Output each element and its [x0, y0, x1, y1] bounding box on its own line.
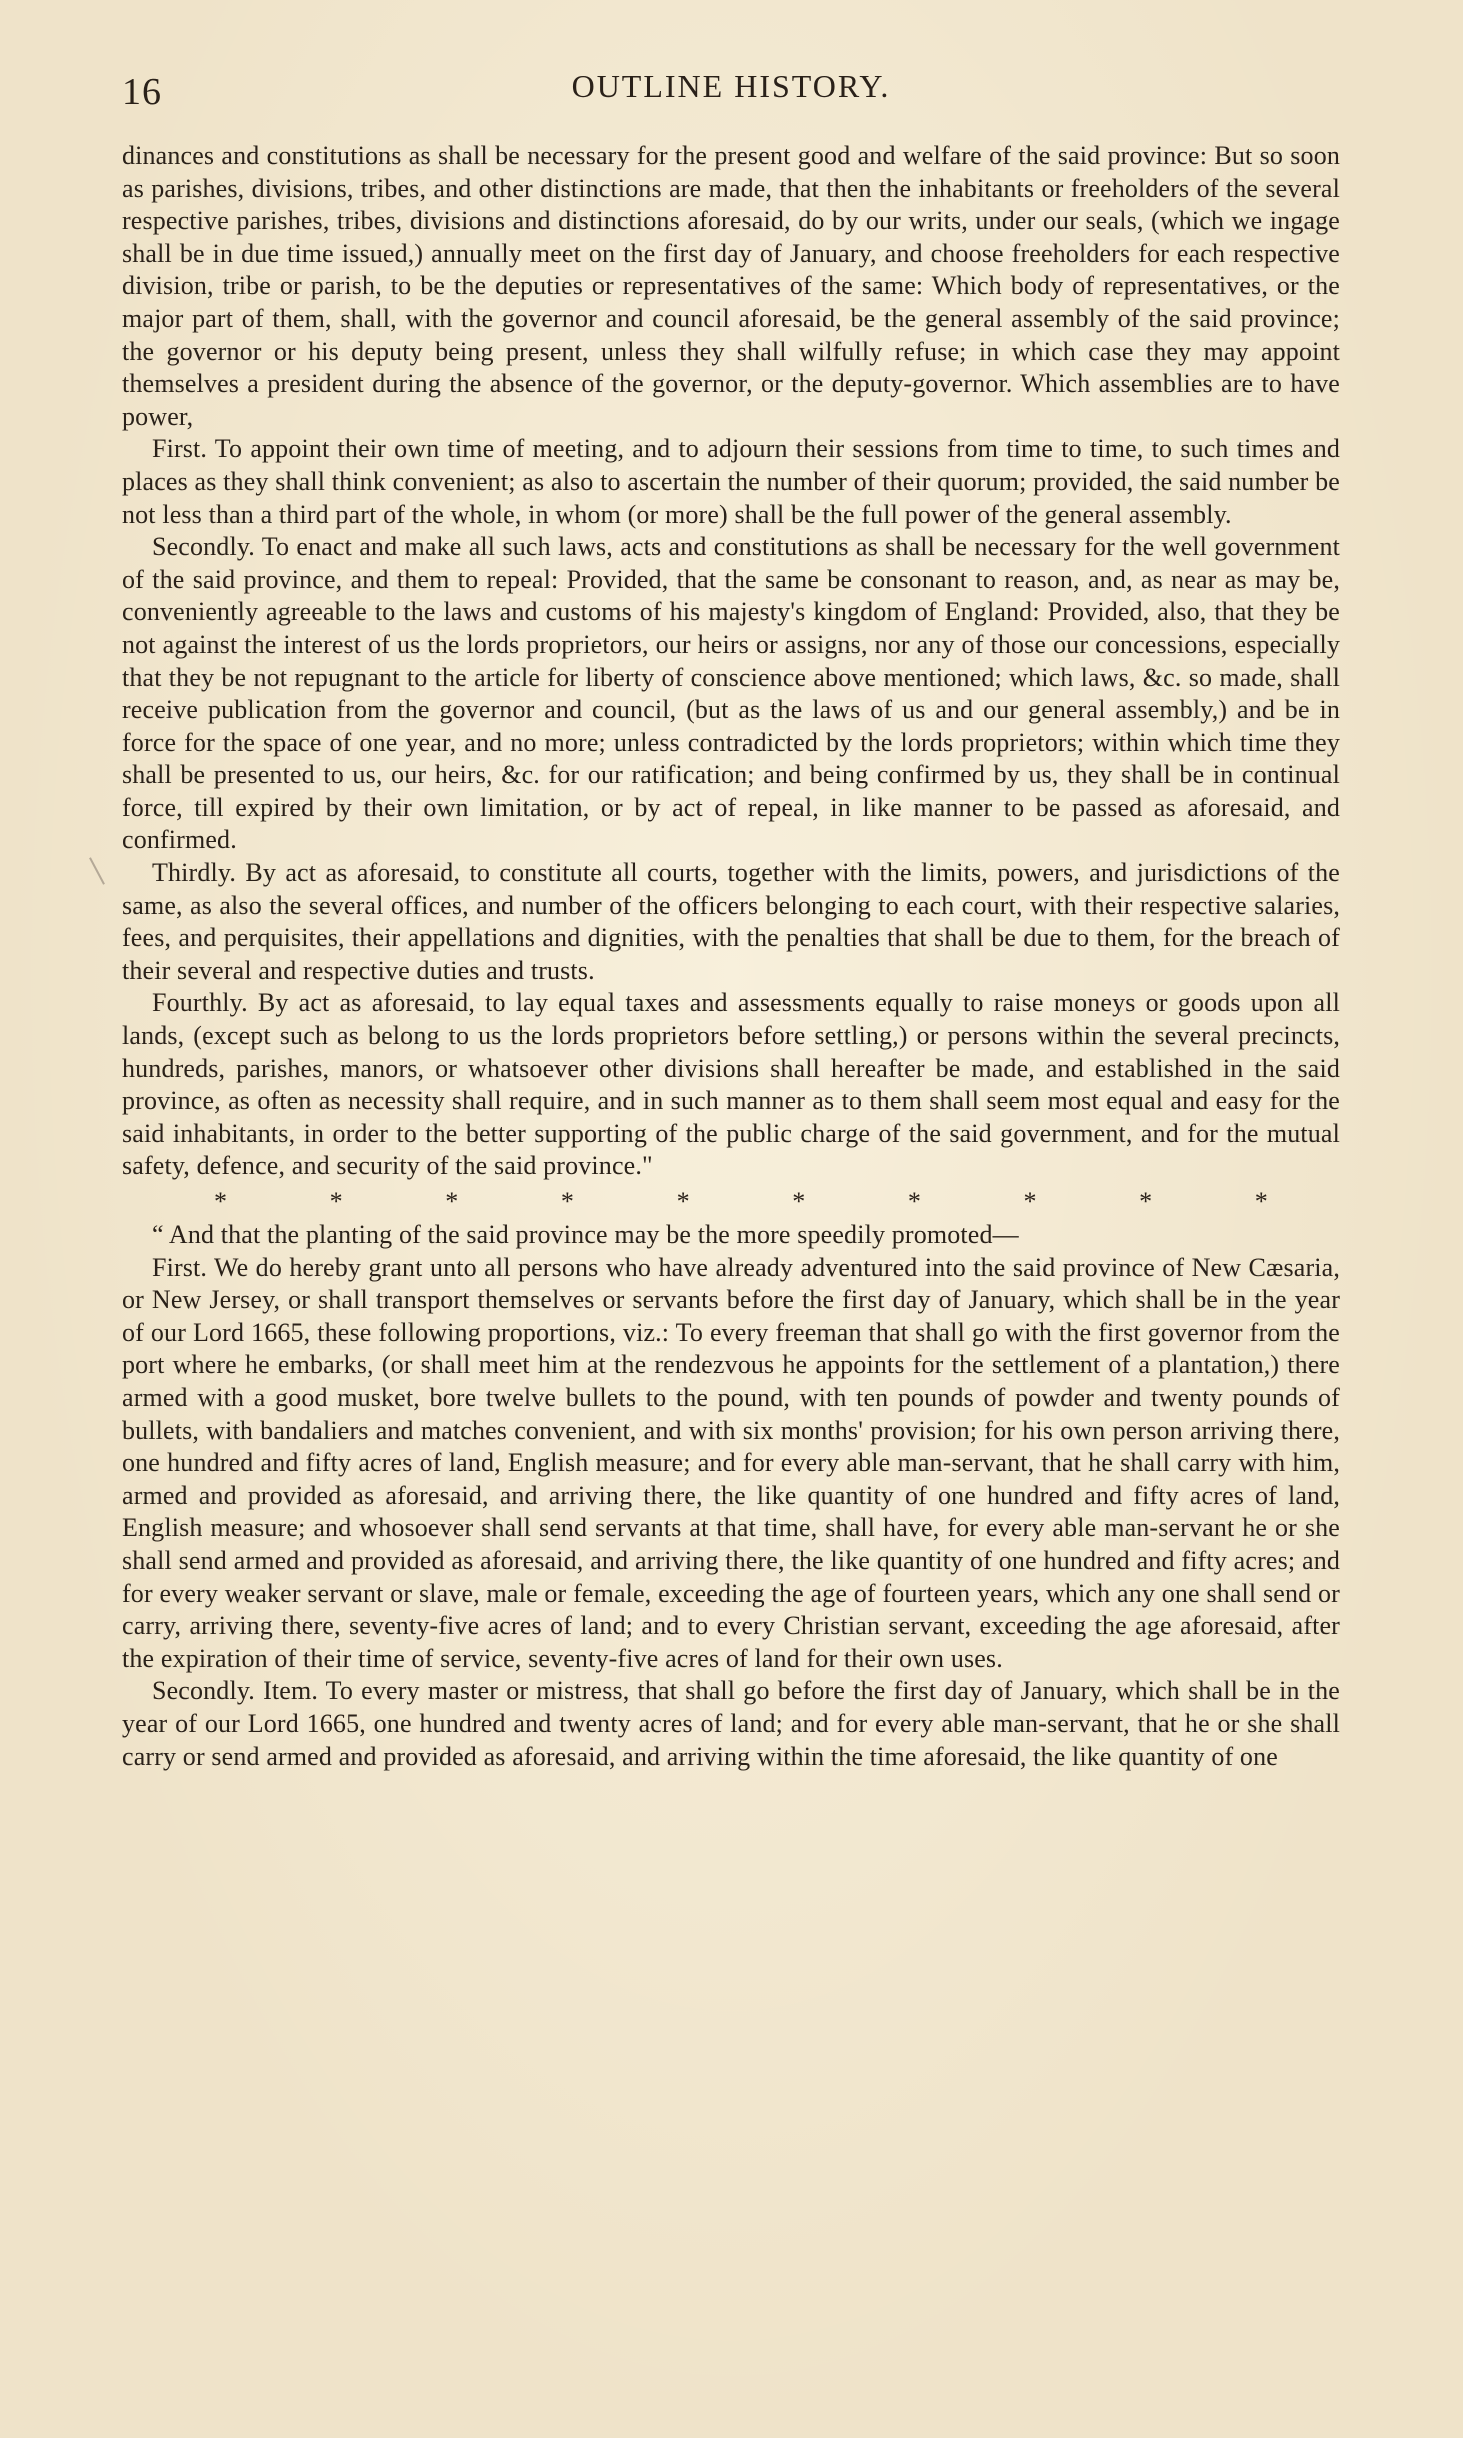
separator-star: *: [445, 1187, 459, 1216]
paragraph-fourthly: Fourthly. By act as aforesaid, to lay equal taxes and assessments equally to raise moneys or goods upon all lands, (except such as belong to us the lords proprietors before settling,) or persons within the several precincts, hundreds, parishes, manors, or whatsoever other divisions shall hereafter be made, and established in the said province, as often as necessity shall require, and in such manner as to them shall seem most equal and easy for the said inhabitants, in order to the better supporting of the public charge of the said government, and for the mutual safety, defence, and security of the said province.": [122, 988, 1340, 1181]
paragraph-first: First. To appoint their own time of meeting, and to adjourn their sessions from time to time, to such times and places as they shall think convenient; as also to ascertain the number of their quorum; provided, the said number be not less than a third part of the whole, in whom (or more) shall be the full power of the general assembly.: [122, 434, 1340, 529]
page-header: [122, 64, 1340, 124]
separator-star: *: [1139, 1187, 1153, 1216]
margin-mark: [89, 857, 105, 884]
separator-star: *: [1023, 1187, 1037, 1216]
paragraph-secondly: Secondly. To enact and make all such laws, acts and constitutions as shall be necessary for the well government of the said province, and them to repeal: Provided, that the same be consonant to reason, and, as near as may be, conveniently agreeable to the laws and customs of his majesty's kingdom of England: Provided, also, that they be not against the interest of us the lords proprietors, our heirs or assigns, nor any of those our concessions, especially that they be not repugnant to the article for liberty of conscience above mentioned; which laws, &c. so made, shall receive publication from the governor and council, (but as the laws of us and our general assembly,) and be in force for the space of one year, and no more; unless contradicted by the lords proprietors; within which time they shall be presented to us, our heirs, &c. for our ratification; and being confirmed by us, they shall be in continual force, till expired by their own limitation, or by act of repeal, in like manner to be passed as aforesaid, and confirmed.: [122, 532, 1340, 855]
separator-star: *: [907, 1187, 921, 1216]
separator-star: *: [214, 1187, 228, 1216]
section-separator: [122, 1183, 1340, 1219]
separator-star: *: [676, 1187, 690, 1216]
separator-star: *: [329, 1187, 343, 1216]
separator-star: *: [560, 1187, 575, 1216]
body-text: [122, 140, 1340, 1773]
paragraph-grant-secondly: Secondly. Item. To every master or mistress, that shall go before the first day of January, which shall be in the year of our Lord 1665, one hundred and twenty acres of land; and for every able man-servant, that he or she shall carry or send armed and provided as aforesaid, and arriving within the time aforesaid, the like quantity of one: [122, 1676, 1340, 1771]
paragraph-thirdly: Thirdly. By act as aforesaid, to constitute all courts, together with the limits, powers, and jurisdictions of the same, as also the several offices, and number of the officers belonging to each court, with their respective salaries, fees, and perquisites, their appellations and dignities, with the penalties that shall be due to them, for the breach of their several and respective duties and trusts.: [122, 858, 1340, 985]
paragraph-continuation: dinances and constitutions as shall be necessary for the present good and welfare of the said province: But so soon as parishes, divisions, tribes, and other distinctions are made, that then the inhabitants or freeholders of the several respective parishes, tribes, divisions and distinctions aforesaid, do by our writs, under our seals, (which we ingage shall be in due time issued,) annually meet on the first day of January, and choose freeholders for each respective division, tribe or parish, to be the deputies or representatives of the same: Which body of representatives, or the major part of them, shall, with the governor and council aforesaid, be the general assembly of the said province; the governor or his deputy being present, unless they shall wilfully refuse; in which case they may appoint themselves a president during the absence of the governor, or the deputy-governor. Which assemblies are to have power,: [122, 141, 1340, 431]
separator-star: *: [792, 1187, 806, 1216]
paragraph-planting: “ And that the planting of the said province may be the more speedily promoted—: [152, 1220, 1019, 1249]
page-number: 16: [122, 71, 162, 113]
separator-star: *: [1254, 1187, 1268, 1216]
paragraph-grant-first: First. We do hereby grant unto all persons who have already adventured into the said province of New Cæsaria, or New Jersey, or shall transport themselves or servants before the first day of January, which shall be in the year of our Lord 1665, these following proportions, viz.: To every freeman that shall go with the first governor from the port where he embarks, (or shall meet him at the rendezvous he appoints for the settlement of a plantation,) there armed with a good musket, bore twelve bullets to the pound, with ten pounds of powder and twenty pounds of bullets, with bandaliers and matches convenient, and with six months' provision; for his own person arriving there, one hundred and fifty acres of land, English measure; and for every able man-servant, that he shall carry with him, armed and provided as aforesaid, and arriving there, the like quantity of one hundred and fifty acres of land, English measure; and whosoever shall send servants at that time, shall have, for every able man-servant he or she shall send armed and provided as aforesaid, and arriving there, the like quantity of one hundred and fifty acres; and for every weaker servant or slave, male or female, exceeding the age of fourteen years, which any one shall send or carry, arriving there, seventy-five acres of land; and to every Christian servant, exceeding the age aforesaid, after the expiration of their time of service, seventy-five acres of land for their own uses.: [122, 1252, 1340, 1673]
running-head: OUTLINE HISTORY.: [571, 68, 891, 104]
